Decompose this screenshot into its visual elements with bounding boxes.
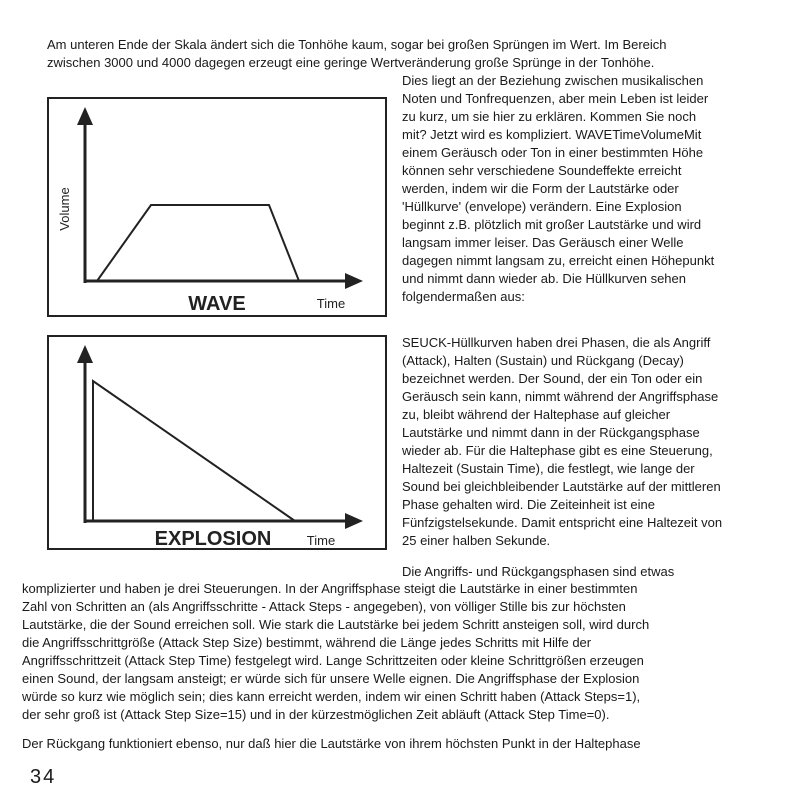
- text-line: Zahl von Schritten an (als Angriffsschritte - Attack Steps - angegeben), von völliger Stille bis zur höchsten: [22, 599, 626, 614]
- text-line: Sound bei gleichbleibender Lautstärke auf der mittleren: [402, 479, 721, 494]
- text-line: die Angriffsschrittgröße (Attack Step Size) bestimmt, während die Länge jedes Schritts mit Hilfe der: [22, 635, 592, 650]
- intro-paragraph: [47, 36, 667, 72]
- page-number: 34: [30, 766, 57, 788]
- right-column-paragraph-2: [402, 334, 722, 550]
- text-line: einem Geräusch oder Ton in einer bestimmten Höhe: [402, 145, 704, 160]
- text-line: zu, bleibt während der Haltephase auf gleicher: [402, 407, 671, 422]
- text-line: langsam immer leiser. Das Geräusch einer Welle: [402, 235, 684, 250]
- text-line: werden, indem wir die Form der Lautstärke oder: [402, 181, 679, 196]
- wave-envelope-curve: [97, 205, 299, 281]
- x-axis-arrow-icon: [345, 513, 363, 529]
- text-line: Phase gehalten wird. Die Zeiteinheit ist eine: [402, 497, 655, 512]
- text-line: Haltezeit (Sustain Time), die festlegt, wie lange der: [402, 461, 695, 476]
- time-axis-label: Time: [316, 296, 346, 311]
- text-line: Lautstärke und nimmt dann in der Rückgangsphase: [402, 425, 700, 440]
- wave-envelope-diagram: [49, 99, 385, 315]
- right-column-paragraph-1: [402, 72, 714, 306]
- text-line: zu kurz, um sie hier zu erklären. Kommen Sie noch: [402, 109, 697, 124]
- text-line: folgendermaßen aus:: [402, 289, 525, 304]
- text-line: Dies liegt an der Beziehung zwischen musikalischen: [402, 73, 704, 88]
- text-line: 'Hüllkurve' (envelope) verändern. Eine Explosion: [402, 199, 682, 214]
- figure-title: WAVE: [188, 293, 246, 315]
- text-line: Noten und Tonfrequenzen, aber mein Leben ist leider: [402, 91, 709, 106]
- text-line: Angriffsschrittzeit (Attack Step Time) festgelegt wird. Lange Schrittzeiten oder kleine Schrittgrößen erzeugen: [22, 653, 644, 668]
- x-axis-arrow-icon: [345, 273, 363, 289]
- text-line: 25 einer halben Sekunde.: [402, 533, 551, 548]
- text-line: dagegen nimmt langsam zu, erreicht einen Höhepunkt: [402, 253, 715, 268]
- text-line: zwischen 3000 und 4000 dagegen erzeugt eine geringe Wertveränderung große Sprünge in der Tonhöhe.: [47, 55, 655, 70]
- text-line: Am unteren Ende der Skala ändert sich die Tonhöhe kaum, sogar bei großen Sprüngen im Wert. Im Bereich: [47, 37, 667, 52]
- y-axis-arrow-icon: [77, 107, 93, 125]
- time-axis-label: Time: [306, 533, 336, 548]
- text-line: wieder ab. Für die Haltephase gibt es eine Steuerung,: [402, 443, 713, 458]
- volume-axis-label: Volume: [57, 187, 72, 231]
- text-line: und nimmt dann wieder ab. Die Hüllkurven sehen: [402, 271, 686, 286]
- text-line: SEUCK-Hüllkurven haben drei Phasen, die als Angriff: [402, 335, 711, 350]
- text-line: Die Angriffs- und Rückgangsphasen sind etwas: [402, 564, 675, 579]
- y-axis-arrow-icon: [77, 345, 93, 363]
- text-line: der sehr groß ist (Attack Step Size=15) und in der kürzestmöglichen Zeit abläuft (Attack Step Time=0).: [22, 707, 610, 722]
- full-width-paragraph-1: [22, 580, 649, 724]
- text-line: Der Rückgang funktioniert ebenso, nur daß hier die Lautstärke von ihrem höchsten Punkt in der Haltephase: [22, 736, 641, 751]
- text-line: komplizierter und haben je drei Steuerungen. In der Angriffsphase steigt die Lautstärke in einer bestimmten: [22, 581, 638, 596]
- text-line: bezeichnet werden. Der Sound, der ein Ton oder ein: [402, 371, 703, 386]
- text-line: einen Sound, der langsam ansteigt; er würde sich für unsere Welle eignen. Die Angriffsphase der Explosion: [22, 671, 640, 686]
- explosion-envelope-diagram: [49, 337, 385, 548]
- explosion-envelope-curve: [93, 381, 295, 521]
- text-line: beginnt z.B. plötzlich mit großer Lautstärke und wird: [402, 217, 702, 232]
- text-line: Fünfzigstelsekunde. Damit entspricht eine Haltezeit von: [402, 515, 723, 530]
- text-line: Geräusch sein kann, nimmt während der Angriffsphase: [402, 389, 719, 404]
- text-line: würde so kurz wie möglich sein; dies kann erreicht werden, indem wir einen Schritt haben (Attack Steps=1),: [22, 689, 641, 704]
- right-column-paragraph-3: [402, 563, 674, 581]
- text-line: mit? Jetzt wird es kompliziert. WAVETimeVolumeMit: [402, 127, 702, 142]
- wave-envelope-figure: [47, 97, 387, 317]
- text-line: Lautstärke, die der Sound erreichen soll. Wie stark die Lautstärke bei jedem Schritt ansteigen soll, wird durch: [22, 617, 650, 632]
- figure-title: EXPLOSION: [154, 528, 272, 548]
- explosion-envelope-figure: [47, 335, 387, 550]
- text-line: können sehr verschiedene Soundeffekte erreicht: [402, 163, 682, 178]
- full-width-paragraph-2: [22, 735, 641, 753]
- text-line: (Attack), Halten (Sustain) und Rückgang (Decay): [402, 353, 684, 368]
